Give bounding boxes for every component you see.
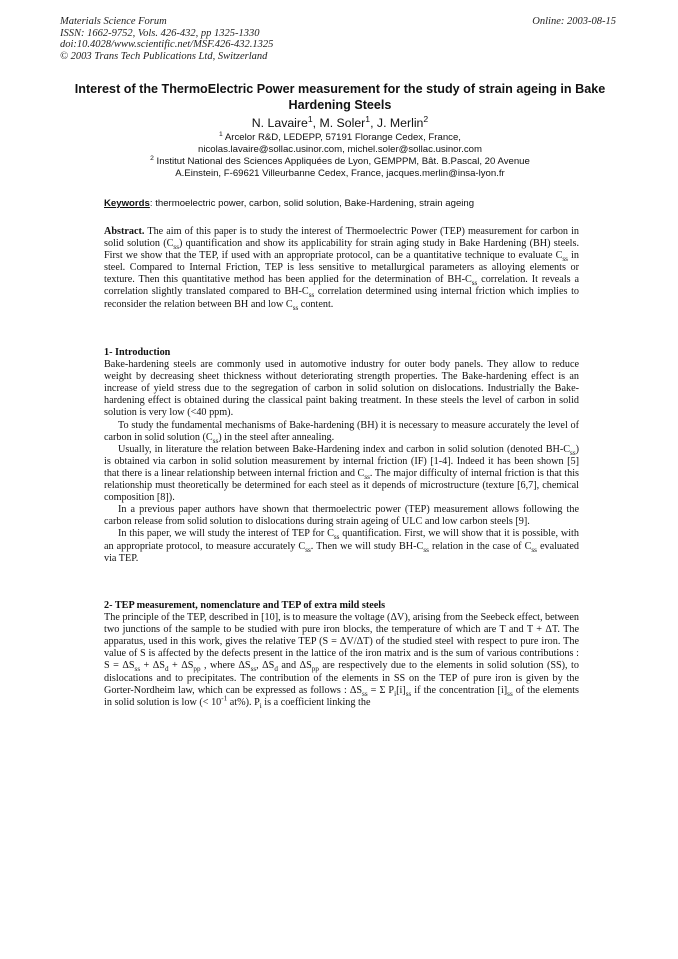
abstract: Abstract. The aim of this paper is to study the interest of Thermoelectric Power (TEP) measurement for carbon in solid solution $(C_{ss})$ quantification and show its applicability for strain aging study in Bake Hardening (BH) steels. First we show that the TEP, if used with an appropriate protocol, can be a quantitative technique to evaluate $C_{ss}$ in steel. Compared to Internal Friction, TEP is less sensitive to metallurgical parameters as alloying elements or texture. Then this quantitative method has been applied for the determination of $BH-C_{ss}$ correlation. It reveals a correlation slightly translated compared to $BH-C_{ss}$ correlation determined using internal friction which implies to reconsider the relation between BH and low $C_{ss}$ content. [104,226,579,312]
intro-paragraph-1: Bake-hardening steels are commonly used in automotive industry for outer body panels. They allow to reduce weight by decreasing sheet thickness without deteriorating strength properties. The Bake-hardening effect is an increase of yield stress due to the segregation of carbon in solid solution on dislocations. Industrially the Bake-hardening effect is obtained during the classical paint baking treatment. In these steels the level of carbon in solid solution is very low (<40 ppm). [104,359,579,419]
affiliation-2-mark: 2 [150,154,154,162]
journal-header [60,16,273,62]
affiliation-1 [60,132,620,155]
affiliation-1-mark: 1 [219,130,223,138]
author-list: N. Lavaire$^1$, M. Soler$^1$, J. Merlin$^2$ [251,113,429,130]
abstract-label: Abstract. [104,226,145,237]
author-2-affil-mark: 1 [365,113,371,124]
intro-paragraph-4: In a previous paper authors have shown that thermoelectric power (TEP) measurement allows following the carbon release from solid solution to dislocations during strain ageing of ULC and low carbon steels [9]. [104,504,579,528]
keywords [104,198,474,209]
author-1: N. Lavaire [251,116,308,130]
intro-paragraph-3: Usually, in literature the relation between Bake-Hardening index and carbon in solid solution (denoted $BH-C_{ss}$) is obtained via carbon in solid solution measurement by internal friction (IF) [1-4]. Indeed it has been shown [5] that there is a linear relationship between internal friction and $C_{ss}$. The major difficulty of internal friction is that this relationship must theoretically be determined for each steel as it depends of microstructure (texture [6,7], chemical composition [8]). [104,443,579,504]
journal-name: Materials Science Forum [60,16,167,27]
affiliation-2-line-1: Institut National des Sciences Appliquées de Lyon, GEMPPM, Bât. B.Pascal, 20 Avenue [156,156,530,167]
affiliation-2 [60,156,620,179]
section-1-heading: 1- Introduction [104,347,171,358]
author-3-affil-mark: 2 [423,113,429,124]
intro-paragraph-5: In this paper, we will study the interest of TEP for $C_{ss}$ quantification. First, we will show that it is possible, with an appropriate protocol, to measure accurately $C_{ss}$. Then we will study $BH-C_{ss}$ relation in the case of $C_{ss}$ evaluated via TEP. [104,528,579,564]
affiliation-1-emails: nicolas.lavaire@sollac.usinor.com, michel.soler@sollac.usinor.com [198,143,482,155]
section-2-paragraph: The principle of the TEP, described in [10], is to measure the voltage (ΔV), arising from the Seebeck effect, between two junctions of the sample to be studied with pure iron blocks, the temperature of which are T and T + ΔT. The apparatus, used in this work, gives the relative TEP (S = ΔV/ΔT) of the studied steel with respect to pure iron. The value of S is affected by the defects present in the lattice of the iron matrix and is the sum of various contributions : $S = \Delta S_{ss} + \Delta S_d + \Delta S_{pp}$ , where $\Delta S_{ss}$, $\Delta S_d$ and $\Delta S_{pp}$ are respectively due to the elements in solid solution (SS), to dislocations and to precipitates. The contribution of the elements in SS on the TEP of pure iron is given by the Gorter-Nordheim law, which can be expressed as follows : $\Delta S_{ss} = \Sigma$ $P_i[i]_{ss}$ if the concentration $[i]_{ss}$ of the elements in solid solution is low (< $10^{-1}$ at%). $P_i$ is a coefficient linking the [104,612,580,710]
doi-line: doi:10.4028/www.scientific.net/MSF.426-432.1325 [60,39,274,50]
keywords-text: : thermoelectric power, carbon, solid solution, Bake-Hardening, strain ageing [149,198,475,209]
section-tep-measurement [104,600,579,709]
author-3: J. Merlin [376,116,424,130]
affiliation-2-line-2: A.Einstein, F-69621 Villeurbanne Cedex, France, jacques.merlin@insa-lyon.fr [175,167,505,179]
keywords-label: Keywords [104,198,150,209]
affiliation-1-line-1: Arcelor R&D, LEDEPP, 57191 Florange Cedex, France, [224,132,461,143]
author-1-affil-mark: 1 [307,113,313,124]
copyright-line: © 2003 Trans Tech Publications Ltd, Switzerland [60,50,268,62]
section-2-heading: 2- TEP measurement, nomenclature and TEP of extra mild steels [104,600,386,611]
issn-line: ISSN: 1662-9752, Vols. 426-432, pp 1325-1330 [60,27,260,39]
author-2: M. Soler [319,116,366,130]
online-date: Online: 2003-08-15 [532,16,616,27]
intro-paragraph-2: To study the fundamental mechanisms of Bake-hardening (BH) it is necessary to measure accurately the level of carbon in solid solution $(C_{ss})$ in the steel after annealing. [104,419,579,445]
paper-title: Interest of the ThermoElectric Power measurement for the study of strain ageing in Bake Hardening Steels [74,82,606,112]
section-introduction [104,347,579,565]
